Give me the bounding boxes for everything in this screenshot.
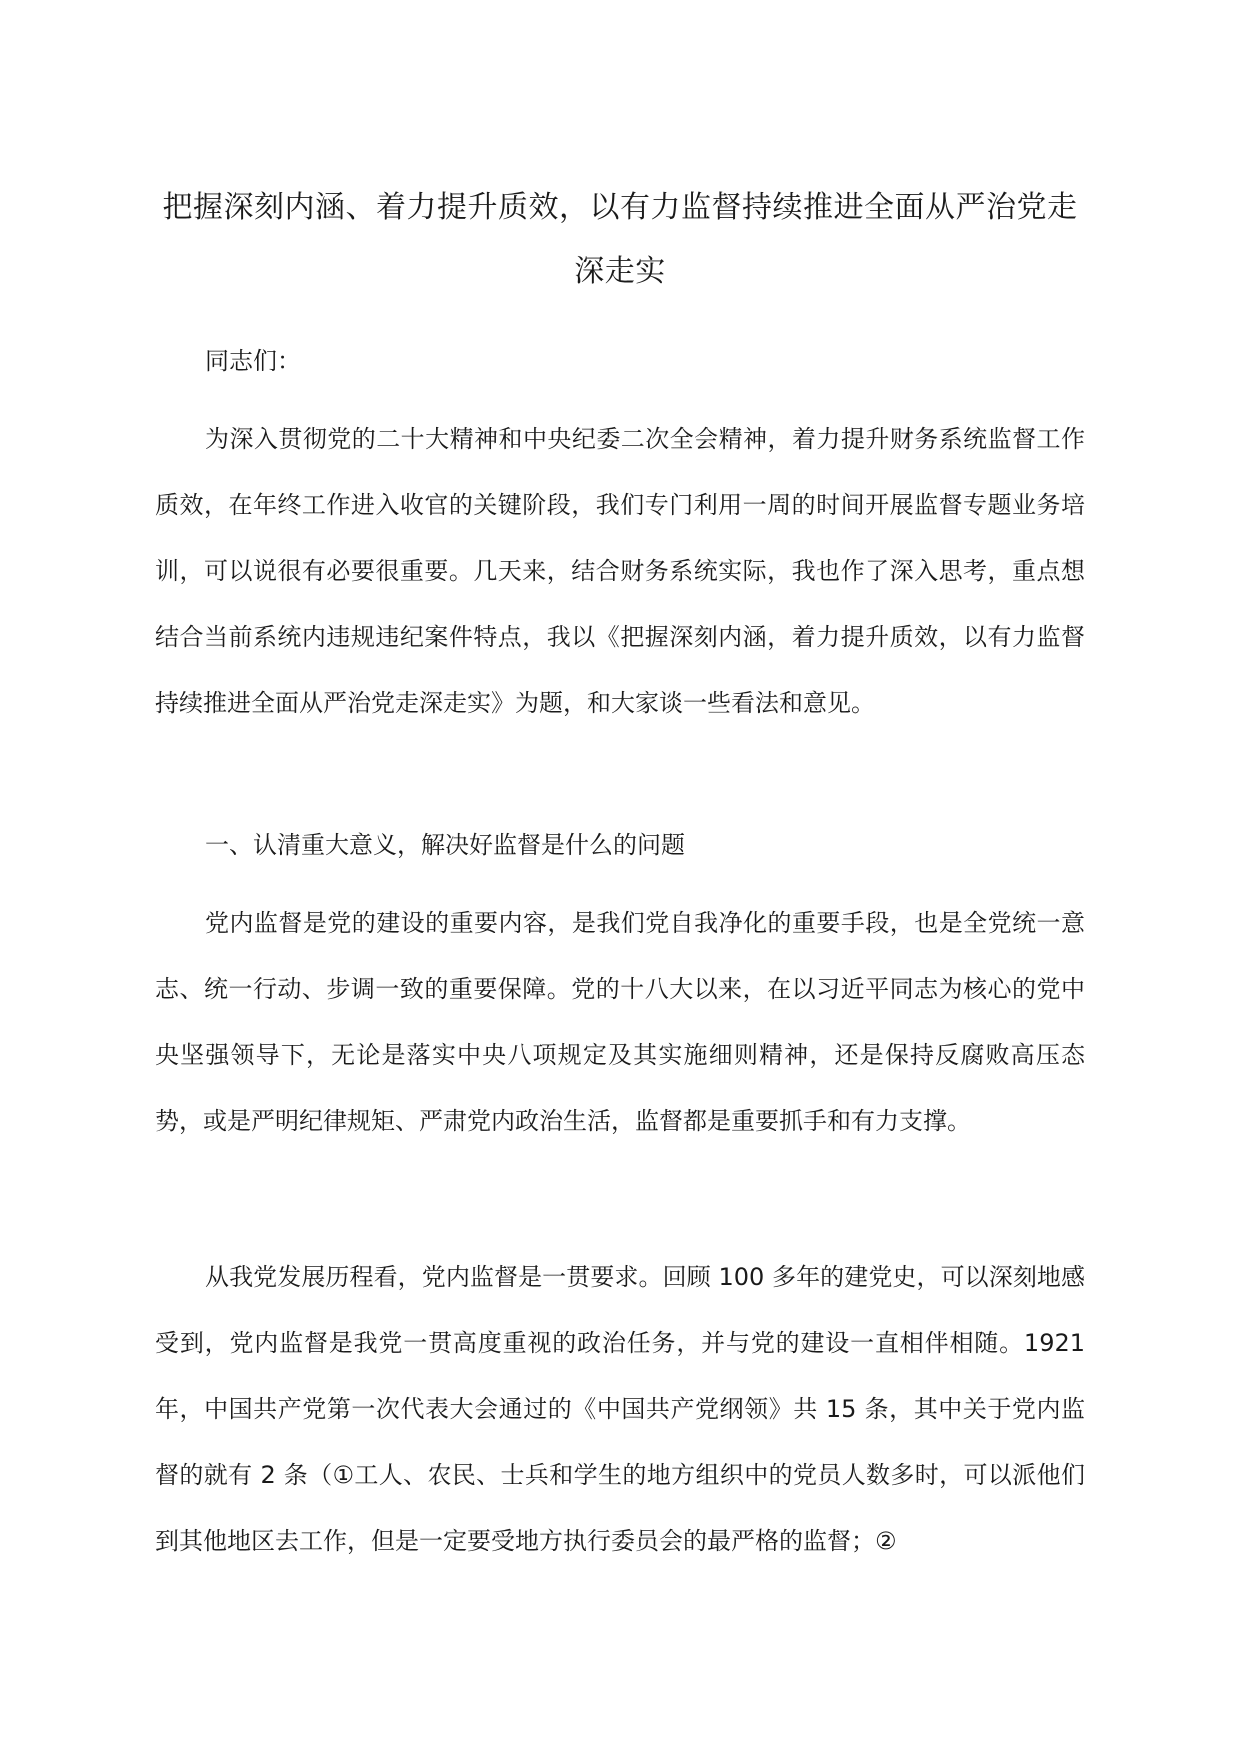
paragraph-intro: 为深入贯彻党的二十大精神和中央纪委二次全会精神，着力提升财务系统监督工作质效，在年终工作进入收官的关键阶段，我们专门利用一周的时间开展监督专题业务培训，可以说很有必要很重要。几天来，结合财务系统实际，我也作了深入思考，重点想结合当前系统内违规违纪案件特点，我以《把握深刻内涵，着力提升质效，以有力监督持续推进全面从严治党走深走实》为题，和大家谈一些看法和意见。 bbox=[155, 425, 1085, 717]
paragraph-significance: 党内监督是党的建设的重要内容，是我们党自我净化的重要手段，也是全党统一意志、统一行动、步调一致的重要保障。党的十八大以来，在以习近平同志为核心的党中央坚强领导下，无论是落实中央八项规定及其实施细则精神，还是保持反腐败高压态势，或是严明纪律规矩、严肃党内政治生活，监督都是重要抓手和有力支撑。 bbox=[155, 909, 1085, 1135]
document-title: 把握深刻内涵、着力提升质效，以有力监督持续推进全面从严治党走深走实 bbox=[162, 190, 1078, 289]
paragraph-history: 从我党发展历程看，党内监督是一贯要求。回顾 100 多年的建党史，可以深刻地感受到，党内监督是我党一贯高度重视的政治任务，并与党的建设一直相伴相随。1921 年，中国共产党第一次代表大会通过的《中国共产党纲领》共 15 条，其中关于党内监督的就有 2 条（①工人、农民、士兵和学生的地方组织中的党员人数多时，可以派他们到其他地区去工作，但是一定要受地方执行委员会的最严格的监督；② bbox=[155, 1263, 1085, 1555]
greeting: 同志们： bbox=[205, 347, 301, 375]
section-heading-1: 一、认清重大意义，解决好监督是什么的问题 bbox=[205, 831, 685, 859]
